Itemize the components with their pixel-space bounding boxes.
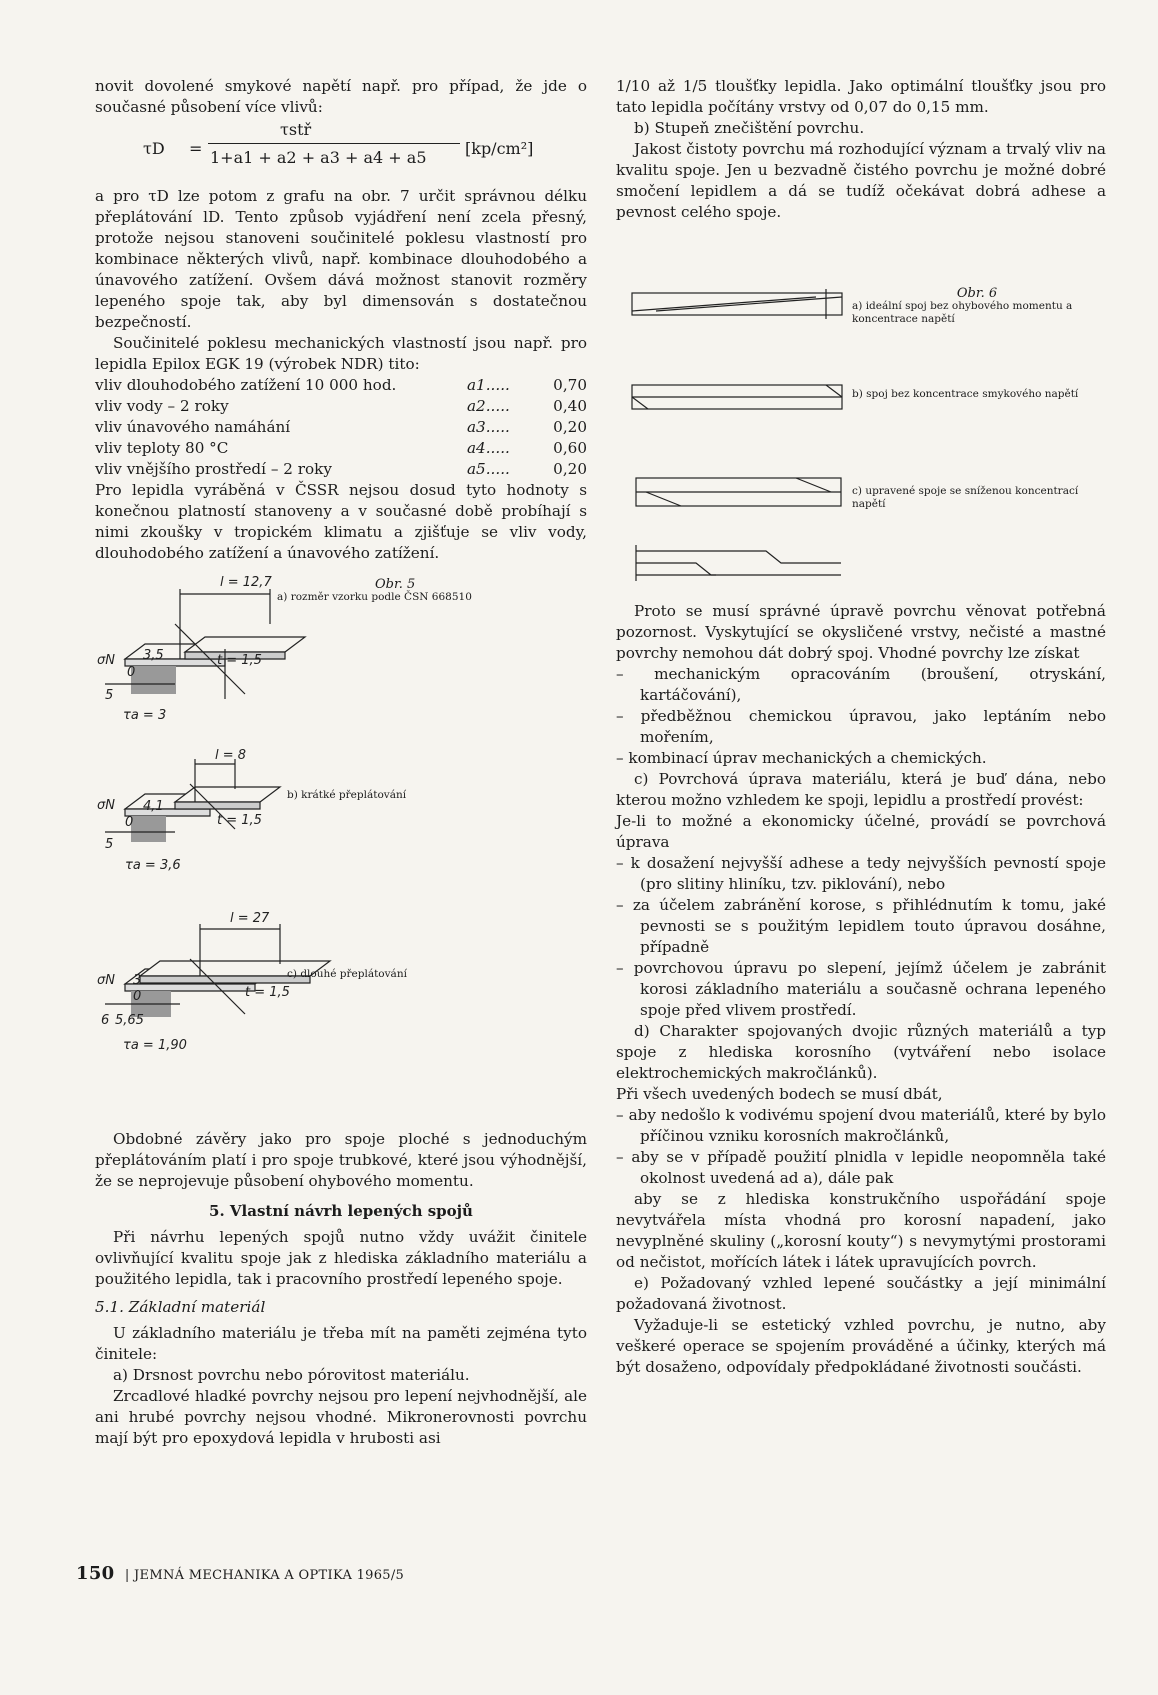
- figure-5-caption-b: b) krátké přeplátování: [287, 789, 407, 801]
- paragraph: 1/10 až 1/5 tloušťky lepidla. Jako optimální tloušťky jsou pro tato lepidla počítány vrstvy od 0,07 do 0,15 mm.: [616, 77, 1106, 116]
- joint-a: [632, 289, 842, 319]
- paragraph: Při všech uvedených bodech se musí dbát,: [616, 1085, 943, 1103]
- coefficient-row: [95, 375, 587, 396]
- figure-5-caption-c: c) dlouhé přeplátování: [287, 968, 407, 980]
- paragraph: d) Charakter spojovaných dvojic různých materiálů a typ spoje z hlediska korosního (vytváření nebo isolace elektrochemických makročlánků).: [616, 1022, 1106, 1082]
- coefficient-row: [95, 396, 587, 417]
- tau-a: τa = 3: [123, 708, 167, 723]
- left-column: [95, 76, 587, 1449]
- formula-denominator: 1+a1 + a2 + a3 + a4 + a5: [210, 148, 427, 167]
- coefficient-symbol: a1.....: [467, 376, 510, 394]
- paragraph: Při návrhu lepených spojů nutno vždy uvážit činitele ovlivňující kvalitu spoje jak z hlediska základního materiálu a použitého lepidla, tak i pracovního prostředí lepeného spoje.: [95, 1228, 587, 1288]
- dim-41: 4,1: [143, 799, 164, 814]
- page-number: 150: [76, 1563, 115, 1584]
- joint-c1: [636, 478, 841, 506]
- coefficient-symbol: a2.....: [467, 397, 510, 415]
- coefficient-name: vliv teploty 80 °C: [95, 439, 229, 457]
- tau-b: τa = 3,6: [125, 858, 181, 873]
- dim-t-a: t = 1,5: [217, 653, 262, 668]
- paragraph: e) Požadovaný vzhled lepené součástky a její minimální požadovaná životnost.: [616, 1274, 1106, 1313]
- sigma-a: σN: [97, 653, 115, 668]
- caption-a: a) rozměr vzorku podle ČSN 668510: [277, 591, 472, 603]
- five-a: 5: [105, 688, 114, 703]
- paragraph: a pro τD lze potom z grafu na obr. 7 určit správnou délku přeplátování lD. Tento způsob vyjádření není zcela přesný, protože nejsou stanoveni součinitelé poklesu vlastností pro kombinace některých vlivů, např. kombinace dlouhodobého a únavového zatížení. Ovšem dává možnost stanovit rozměry lepeného spoje tak, aby byl dimensován s dostatečnou bezpečností.: [95, 187, 587, 331]
- figure-6-caption-b: b) spoj bez koncentrace smykového napětí: [852, 388, 1079, 400]
- dim-3: 3: [133, 973, 142, 988]
- coefficient-name: vliv vnějšího prostředí – 2 roky: [95, 460, 332, 478]
- figure-6-drawing: [616, 223, 1106, 601]
- paragraph: Proto se musí správné úpravě povrchu věnovat potřebná pozornost. Vyskytující se okysličené vrstvy, nečisté a mastné povrchy nemohou dát dobrý spoj. Vhodné povrchy lze získat: [616, 602, 1106, 662]
- coefficient-row: [95, 438, 587, 459]
- figure-6-title: Obr. 6: [956, 286, 998, 301]
- list-item: – za účelem zabránění korose, s přihlédnutím k tomu, jaké pevnosti se s použitým lepidlem touto úpravou dosáhne, případně: [616, 896, 1106, 956]
- paragraph: Zrcadlové hladké povrchy nejsou pro lepení nejvhodnější, ale ani hrubé povrchy nejsou vhodné. Mikronerovnosti povrchu mají být pro epoxydová lepidla v hrubosti asi: [95, 1387, 587, 1447]
- zero-b: 0: [125, 815, 134, 830]
- specimen-a: [105, 589, 305, 699]
- figure-5: [95, 564, 587, 1129]
- paragraph: U základního materiálu je třeba mít na paměti zejména tyto činitele:: [95, 1324, 587, 1363]
- coefficient-value: 0,20: [553, 460, 587, 478]
- caption-a: a) ideální spoj bez ohybového momentu a koncentrace napětí: [852, 300, 1073, 325]
- figure-6: [616, 223, 1106, 601]
- figure-6-caption-a: [852, 287, 1102, 326]
- tau-c: τa = 1,90: [123, 1038, 187, 1053]
- list-item: – povrchovou úpravu po slepení, jejímž účelem je zabránit korosi základního materiálu a současně ochrana lepeného spoje před vlivem prostředí.: [616, 959, 1106, 1019]
- list-item: – k dosažení nejvyšší adhese a tedy nejvyšších pevností spoje (pro slitiny hliníku, tzv. piklování), nebo: [616, 854, 1106, 893]
- coefficient-row: [95, 417, 587, 438]
- list-item: – aby se v případě použití plnidla v lepidle neopomněla také okolnost uvedená ad a), dále pak: [616, 1148, 1106, 1187]
- paragraph: Součinitelé poklesu mechanických vlastností jsou např. pro lepidla Epilox EGK 19 (výrobek NDR) tito:: [95, 334, 587, 373]
- coefficient-name: vliv dlouhodobého zatížení 10 000 hod.: [95, 376, 397, 394]
- coefficient-name: vliv vody – 2 roky: [95, 397, 229, 415]
- journal-name: | JEMNÁ MECHANIKA A OPTIKA 1965/5: [124, 1568, 405, 1583]
- paragraph: Je-li to možné a ekonomicky účelné, provádí se povrchová úprava: [616, 812, 1106, 851]
- coefficient-row: [95, 459, 587, 480]
- sigma-b: σN: [97, 798, 115, 813]
- page-footer: [76, 1563, 404, 1584]
- coefficient-list: [95, 375, 587, 480]
- formula-lhs: τD: [143, 139, 165, 158]
- list-item: – kombinací úprav mechanických a chemických.: [616, 749, 987, 767]
- paragraph: aby se z hlediska konstrukčního uspořádání spoje nevytvářela místa vhodná pro korosní napadení, jako nevyplněné skuliny („korosní kouty“) s nevymytými prostorami od nečistot, mořících látek i látek upravujících povrch.: [616, 1190, 1106, 1271]
- paragraph: c) Povrchová úprava materiálu, která je buď dána, nebo kterou možno vzhledem ke spoji, lepidlu a prostředí provést:: [616, 770, 1106, 809]
- six-c: 6: [101, 1013, 110, 1028]
- dim-t-b: t = 1,5: [217, 813, 262, 828]
- five-b: 5: [105, 837, 114, 852]
- coefficient-value: 0,40: [553, 397, 587, 415]
- paragraph: novit dovolené smykové napětí např. pro případ, že jde o současné působení více vlivů:: [95, 77, 587, 116]
- dim-t-c: t = 1,5: [245, 985, 290, 1000]
- zero-c: 0: [133, 989, 142, 1004]
- paragraph: Pro lepidla vyráběná v ČSSR nejsou dosud tyto hodnoty s konečnou platností stanoveny a v současné době probíhají s nimi zkoušky v tropickém klimatu a zjišťuje se vliv vody, dlouhodobého zatížení a únavového zatížení.: [95, 481, 587, 562]
- formula-numerator: τstř: [280, 120, 312, 139]
- paragraph: Obdobné závěry jako pro spoje ploché s jednoduchým přeplátováním platí i pro spoje trubkové, které jsou výhodnější, že se neprojevuje působení ohybového momentu.: [95, 1130, 587, 1190]
- list-item: – aby nedošlo k vodivému spojení dvou materiálů, které by bylo příčinou vzniku korosních makročlánků,: [616, 1106, 1106, 1145]
- right-column: [616, 76, 1106, 1378]
- figure-6-caption-c: c) upravené spoje se sníženou koncentrací napětí: [852, 485, 1079, 510]
- dim-35: 3,5: [143, 648, 164, 663]
- joint-c2: [636, 545, 841, 581]
- coefficient-value: 0,70: [553, 376, 587, 394]
- sigma-c: σN: [97, 973, 115, 988]
- coefficient-value: 0,20: [553, 418, 587, 436]
- figure-5-title: Obr. 5: [375, 577, 416, 592]
- dim-l-b: l = 8: [215, 748, 247, 763]
- paragraph: b) Stupeň znečištění povrchu.: [634, 119, 865, 137]
- coefficient-symbol: a3.....: [467, 418, 510, 436]
- dim-l-a: l = 12,7: [220, 575, 272, 590]
- list-item: – předběžnou chemickou úpravou, jako leptáním nebo mořením,: [616, 707, 1106, 746]
- paragraph: Jakost čistoty povrchu má rozhodující význam a trvalý vliv na kvalitu spoje. Jen u bezvadně čistého povrchu je možné dobré smočení lepidlem a dá se tudíž očekávat dobrá adhese a pevnost celého spoje.: [616, 140, 1106, 221]
- dim-l-c: l = 27: [230, 911, 270, 926]
- paragraph: a) Drsnost povrchu nebo pórovitost materiálu.: [113, 1366, 470, 1384]
- formula-tau-d: [95, 118, 587, 186]
- formula-equals: =: [189, 139, 203, 158]
- section-heading: 5. Vlastní návrh lepených spojů: [209, 1202, 473, 1220]
- fraction-bar: [208, 143, 460, 144]
- coefficient-value: 0,60: [553, 439, 587, 457]
- coefficient-symbol: a4.....: [467, 439, 510, 457]
- joint-b: [632, 385, 842, 409]
- formula-unit: [kp/cm²]: [465, 139, 534, 158]
- coefficient-name: vliv únavového namáhání: [95, 418, 291, 436]
- figure-5-caption-a: [277, 578, 587, 604]
- dim-565: 5,65: [115, 1013, 144, 1028]
- zero-a: 0: [127, 665, 136, 680]
- paragraph: Vyžaduje-li se estetický vzhled povrchu, je nutno, aby veškeré operace se spojením prováděné a účinky, kterých má být dosaženo, odpovídaly předpokládané životnosti součásti.: [616, 1316, 1106, 1376]
- figure-5-drawing: [95, 564, 587, 1129]
- coefficient-symbol: a5.....: [467, 460, 510, 478]
- subsection-heading: 5.1. Základní materiál: [95, 1298, 266, 1316]
- list-item: – mechanickým opracováním (broušení, otryskání, kartáčování),: [616, 665, 1106, 704]
